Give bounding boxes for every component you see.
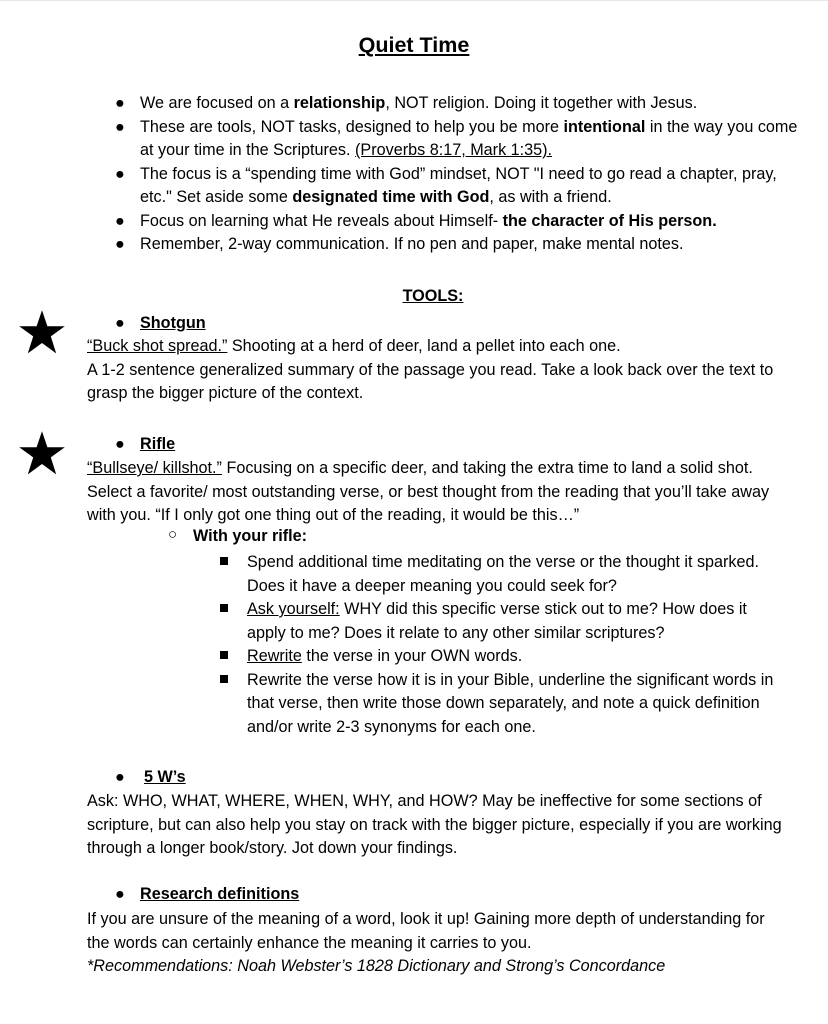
square-bullet-icon [220, 604, 228, 612]
document-page: Quiet Time ● We are focused on a relationship, NOT religion. Doing it together with Jesus. ● These are tools, NOT tasks, designed to help you be more intentional in the way you come at your time in the Scriptures. (Proverbs 8:17, Mark 1:35). ● The focus is a “spending time with God” mindset, NOT "I need to go read a chapter, pray, etc." Set aside some designated time with God, as with a friend. ● Focus on learning what He reveals about Himself- the character of His person. ● Remember, 2-way communication. If no pen and paper, make mental notes. TOOLS: ● Shotgun “Buck shot spread.” Shooting at a herd of deer, land a pellet into each one. A 1-2 sentence generalized summary of the passage you read. Take a look back over the text to grasp the bigger picture of the context. ● Rifle “Bullseye/ killshot.” Focusing on a specific deer, and taking the extra time to land a solid shot. Select a favorite/ most outstanding verse, or best thought from the reading that you’ll take away with you. “If I only got one thing out of the reading, it would be this…” ○ With your rifle: Spend additional time meditating on the verse or the thought it sparked. Does it have a deeper meaning you could seek for? Ask yourself: WHY did this specific verse stick out to me? How does it apply to me? Does it relate to any other similar scriptures? Rewrite the verse in your OWN words. Rewrite the verse how it is in your Bible, underline the significant words in that verse, then write those down separately, and note a quick definition and/or write 2-3 synonyms for each one. ● 5 W’s Ask: WHO, WHAT, WHERE, WHEN, WHY, and HOW? May be ineffective for some sections of scripture, but can also help you stay on track with the bigger picture, especially if you are working through a longer book/story. Jot down your findings. ● Research definitions If you are unsure of the meaning of a word, look it up! Gaining more depth of understanding for the words can certainly enhance the meaning it carries to you. *Recommendations: Noah Webster’s 1828 Dictionary and Strong’s Concordance [0, 0, 828, 1024]
bullet-icon: ● [115, 768, 125, 786]
list-item: Spend additional time meditating on the verse or the thought it sparked. Does it have a deeper meaning you could seek for? [220, 551, 780, 598]
list-item: Ask yourself: WHY did this specific verse stick out to me? How does it apply to me? Does it relate to any other similar scriptures? [220, 598, 780, 645]
bullet-icon: ● [115, 117, 125, 136]
bullet-icon: ● [115, 211, 125, 230]
tools-heading: TOOLS: [402, 287, 464, 305]
bullet-icon: ● [115, 235, 125, 253]
rifle-description: “Bullseye/ killshot.” Focusing on a specific deer, and taking the extra time to land a solid shot. Select a favorite/ most outstanding verse, or best thought from the reading that you’ll take away with you. “If I only got one thing out of the reading, it would be this…” [87, 459, 770, 524]
star-icon [18, 430, 66, 478]
rifle-list [220, 551, 780, 739]
list-item: ● The focus is a “spending time with God” mindset, NOT "I need to go read a chapter, pray, etc." Set aside some designated time with God, as with a friend. [115, 164, 777, 206]
page-title: Quiet Time [358, 33, 470, 57]
list-item: Rewrite the verse how it is in your Bible, underline the significant words in that verse, then write those down separately, and note a quick definition and/or write 2-3 synonyms for each one. [220, 669, 780, 740]
recommendations: *Recommendations: Noah Webster’s 1828 Dictionary and Strong’s Concordance [87, 957, 666, 975]
circle-bullet-icon: ○ [168, 526, 178, 543]
list-item: ● We are focused on a relationship, NOT religion. Doing it together with Jesus. [115, 92, 805, 116]
star-icon [18, 309, 66, 357]
intro-list [115, 92, 805, 257]
list-item: ● Focus on learning what He reveals about Himself- the character of His person. [115, 210, 805, 234]
bullet-icon: ● [115, 435, 125, 453]
bullet-icon: ● [115, 94, 125, 112]
bullet-icon: ● [115, 314, 125, 332]
list-item: Rewrite the verse in your OWN words. [220, 645, 780, 669]
square-bullet-icon [220, 675, 228, 683]
bullet-icon: ● [115, 885, 125, 903]
square-bullet-icon [220, 557, 228, 565]
square-bullet-icon [220, 651, 228, 659]
five-ws-description: Ask: WHO, WHAT, WHERE, WHEN, WHY, and HOW? May be ineffective for some sections of scripture, but can also help you stay on track with the bigger picture, especially if you are working through a longer book/story. Jot down your findings. [87, 792, 782, 857]
research-description: If you are unsure of the meaning of a word, look it up! Gaining more depth of understanding for the words can certainly enhance the meaning it carries to you. *Recommendations: Noah Webster’s 1828 Dictionary and Strong’s Concordance [87, 910, 765, 975]
scripture-reference: (Proverbs 8:17, Mark 1:35). [355, 141, 553, 159]
bullet-icon: ● [115, 164, 125, 183]
list-item: ● These are tools, NOT tasks, designed to help you be more intentional in the way you come at your time in the Scriptures. (Proverbs 8:17, Mark 1:35). [115, 117, 798, 159]
list-item: ● Remember, 2-way communication. If no pen and paper, make mental notes. [115, 233, 805, 257]
top-divider [0, 0, 828, 1]
shotgun-description: “Buck shot spread.” Shooting at a herd of deer, land a pellet into each one. A 1-2 sentence generalized summary of the passage you read. Take a look back over the text to grasp the bigger picture of the context. [87, 337, 774, 402]
